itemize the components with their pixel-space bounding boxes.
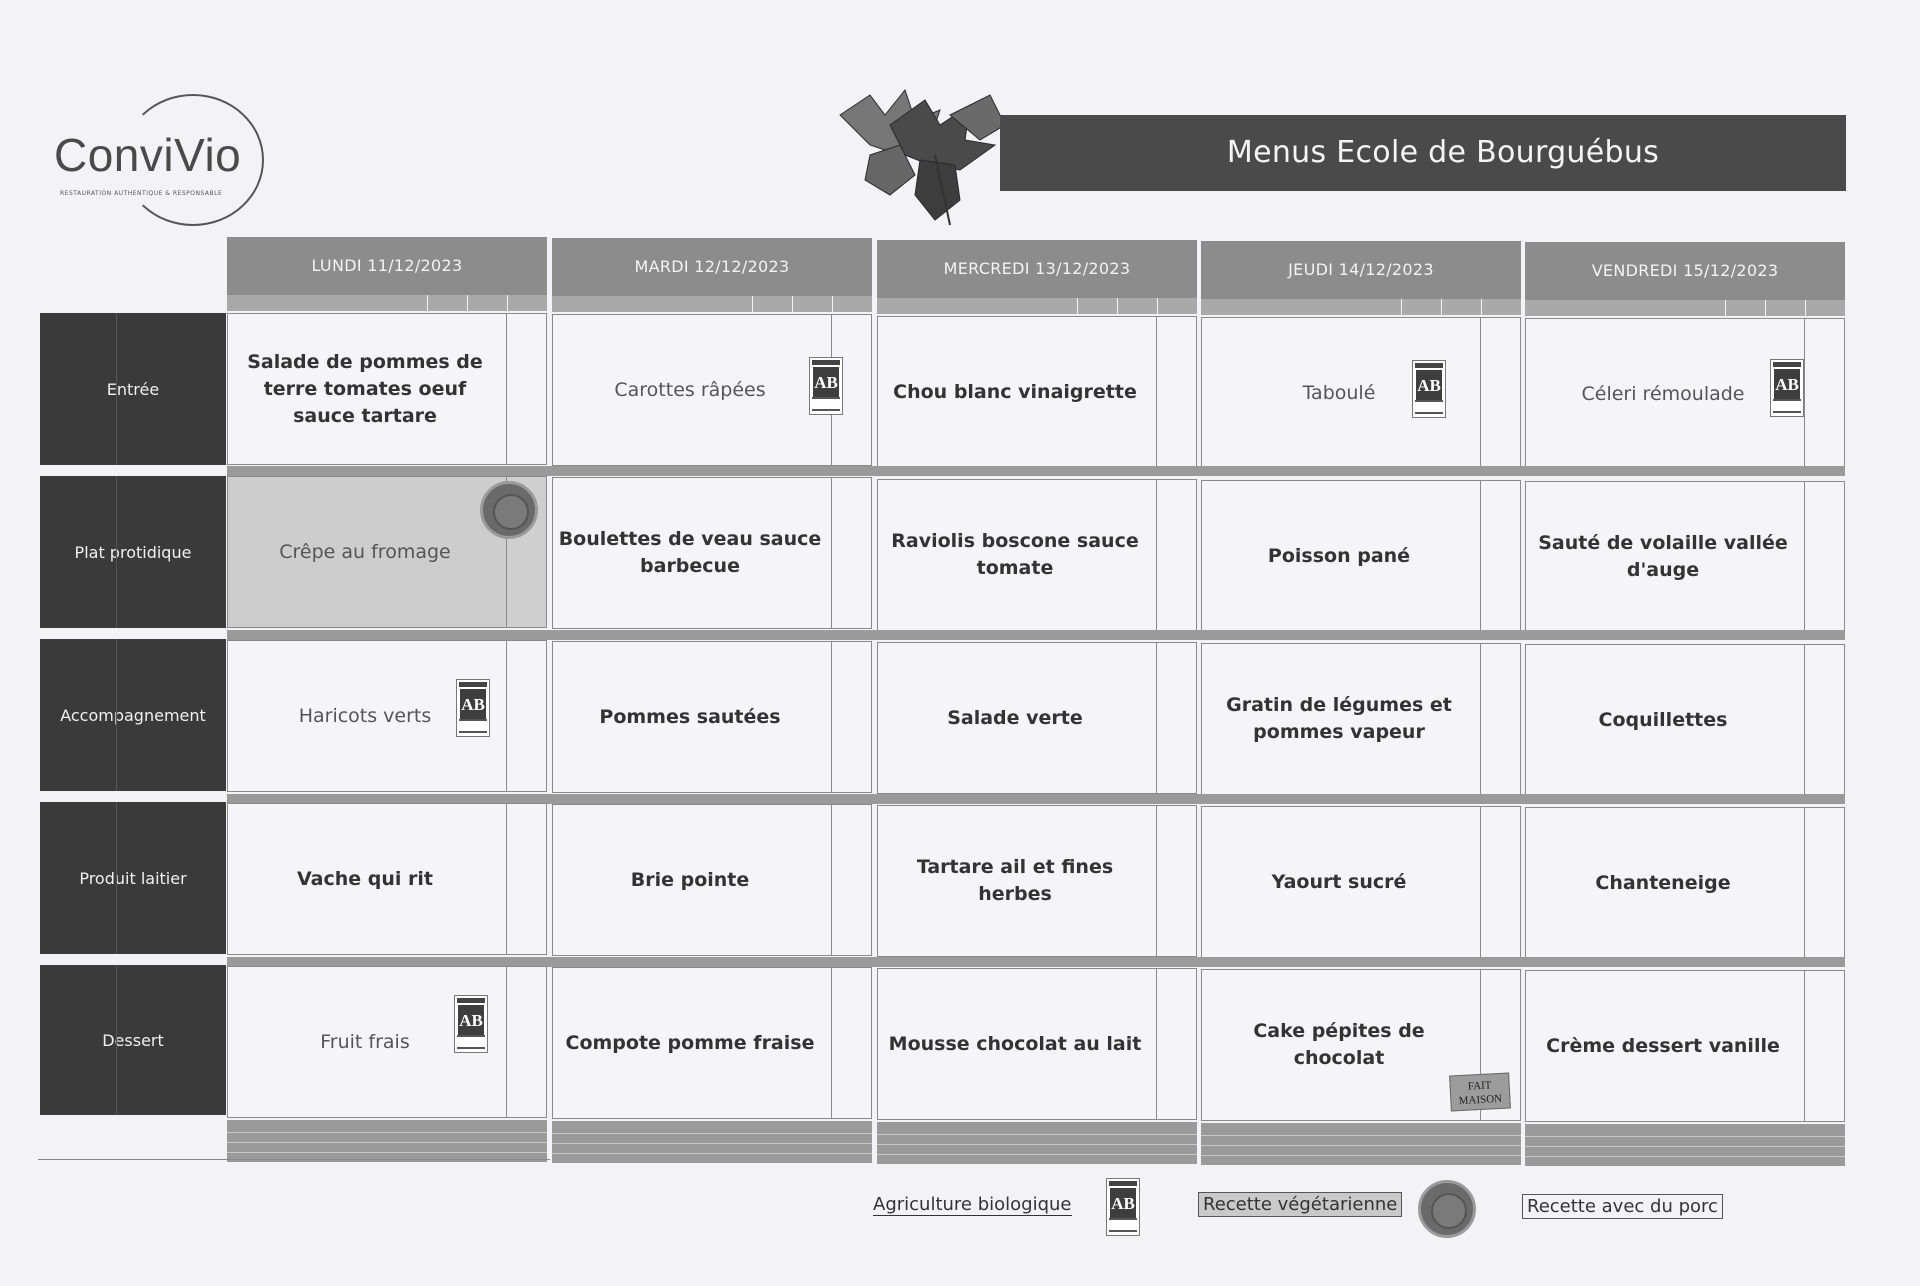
dish-text: Fruit frais — [320, 1030, 410, 1053]
menu-cell — [1525, 807, 1845, 959]
row-label-text: Entrée — [106, 379, 160, 399]
dish-text: Vache qui rit — [297, 867, 433, 890]
leaves-icon — [830, 85, 1020, 230]
menu-cell — [1201, 969, 1521, 1121]
dish-text: Coquillettes — [1598, 708, 1728, 731]
legend-porc-label: Recette avec du porc — [1522, 1194, 1723, 1219]
dish-text: Compote pomme fraise — [565, 1031, 815, 1054]
day-subheader — [1201, 299, 1521, 315]
dish-text: Chanteneige — [1595, 871, 1731, 894]
dish-text: Poisson pané — [1267, 544, 1411, 567]
menu-cell — [552, 967, 872, 1119]
menu-cell — [552, 641, 872, 793]
ab-organic-icon: AB — [809, 357, 843, 415]
dish-text: Sauté de volaille vallée d'auge — [1538, 532, 1788, 581]
menu-cell — [1525, 318, 1845, 470]
menu-cell-vegetarian — [227, 476, 547, 628]
menu-cell — [877, 479, 1197, 631]
dish-text: Tartare ail et fines herbes — [916, 856, 1114, 905]
day-header-monday: LUNDI 11/12/2023 — [227, 237, 547, 295]
row-label-accompagnement — [40, 639, 226, 791]
legend-bio-label: Agriculture biologique — [873, 1194, 1072, 1215]
dish-text: Boulettes de veau sauce barbecue — [558, 528, 822, 577]
dish-text: Mousse chocolat au lait — [888, 1032, 1142, 1055]
menu-cell — [877, 805, 1197, 957]
title-banner — [1000, 115, 1846, 191]
day-subheader — [877, 298, 1197, 314]
row-label-text: Dessert — [102, 1030, 164, 1050]
menu-cell — [552, 314, 872, 466]
menu-cell — [1201, 806, 1521, 958]
vegetarian-icon — [1418, 1180, 1476, 1238]
menu-cell — [227, 966, 547, 1118]
row-label-plat — [40, 476, 226, 628]
menu-cell — [1201, 317, 1521, 469]
menu-cell — [227, 640, 547, 792]
fait-maison-badge: FAIT MAISON — [1449, 1072, 1511, 1111]
dish-text: Carottes râpées — [614, 378, 766, 401]
vegetarian-icon — [480, 481, 538, 539]
footer-band — [1201, 1123, 1521, 1165]
footer-band — [1525, 1124, 1845, 1166]
row-label-entree — [40, 313, 226, 465]
row-separator — [227, 630, 1845, 640]
menu-cell — [227, 313, 547, 465]
dish-text: Céleri rémoulade — [1581, 382, 1745, 405]
row-label-produit-laitier — [40, 802, 226, 954]
row-label-text: Produit laitier — [79, 868, 187, 888]
menu-cell — [877, 642, 1197, 794]
menu-cell — [877, 968, 1197, 1120]
dish-text: Taboulé — [1302, 381, 1376, 404]
dish-text: Haricots verts — [298, 704, 432, 727]
baseline-rule — [38, 1159, 550, 1160]
page-title: Menus Ecole de Bourguébus — [1226, 135, 1660, 170]
ab-organic-icon: AB — [454, 995, 488, 1053]
footer-band — [227, 1120, 547, 1162]
ab-organic-icon: AB — [456, 679, 490, 737]
dish-text: Yaourt sucré — [1271, 870, 1407, 893]
footer-band — [552, 1121, 872, 1163]
menu-cell — [552, 804, 872, 956]
ab-organic-icon: AB — [1770, 359, 1804, 417]
dish-text: Crêpe au fromage — [279, 540, 451, 563]
menu-cell — [1525, 970, 1845, 1122]
day-header-thursday: JEUDI 14/12/2023 — [1201, 241, 1521, 299]
dish-text: Salade verte — [947, 706, 1083, 729]
menu-cell — [1525, 481, 1845, 633]
day-subheader — [227, 295, 547, 311]
row-label-dessert — [40, 965, 226, 1115]
convivio-logo — [40, 88, 250, 228]
footer-band — [877, 1122, 1197, 1164]
ab-organic-icon: AB — [1412, 360, 1446, 418]
day-header-tuesday: MARDI 12/12/2023 — [552, 238, 872, 296]
menu-cell — [877, 316, 1197, 468]
menu-cell — [227, 803, 547, 955]
row-label-text: Accompagnement — [60, 705, 206, 725]
logo-tagline: RESTAURATION AUTHENTIQUE & RESPONSABLE — [60, 190, 223, 197]
menu-cell — [1525, 644, 1845, 796]
day-header-friday: VENDREDI 15/12/2023 — [1525, 242, 1845, 300]
dish-text: Pommes sautées — [599, 705, 781, 728]
ab-organic-icon: AB — [1106, 1178, 1140, 1236]
dish-text: Chou blanc vinaigrette — [893, 380, 1137, 403]
row-label-text: Plat protidique — [74, 542, 192, 562]
dish-text: Brie pointe — [630, 868, 750, 891]
dish-text: Crème dessert vanille — [1546, 1034, 1780, 1057]
day-subheader — [1525, 300, 1845, 316]
dish-text: Salade de pommes de terre tomates oeuf sauce tartare — [247, 350, 483, 427]
dish-text: Gratin de légumes et pommes vapeur — [1226, 694, 1452, 743]
menu-cell — [1201, 643, 1521, 795]
menu-cell — [1201, 480, 1521, 632]
day-subheader — [552, 296, 872, 312]
menu-cell — [552, 477, 872, 629]
logo-name: ConviVio — [54, 129, 242, 181]
day-header-wednesday: MERCREDI 13/12/2023 — [877, 240, 1197, 298]
dish-text: Raviolis boscone sauce tomate — [891, 530, 1139, 579]
legend-vegetarian-label: Recette végétarienne — [1198, 1192, 1402, 1217]
row-separator — [227, 466, 1845, 476]
dish-text: Cake pépites de chocolat — [1253, 1020, 1425, 1069]
